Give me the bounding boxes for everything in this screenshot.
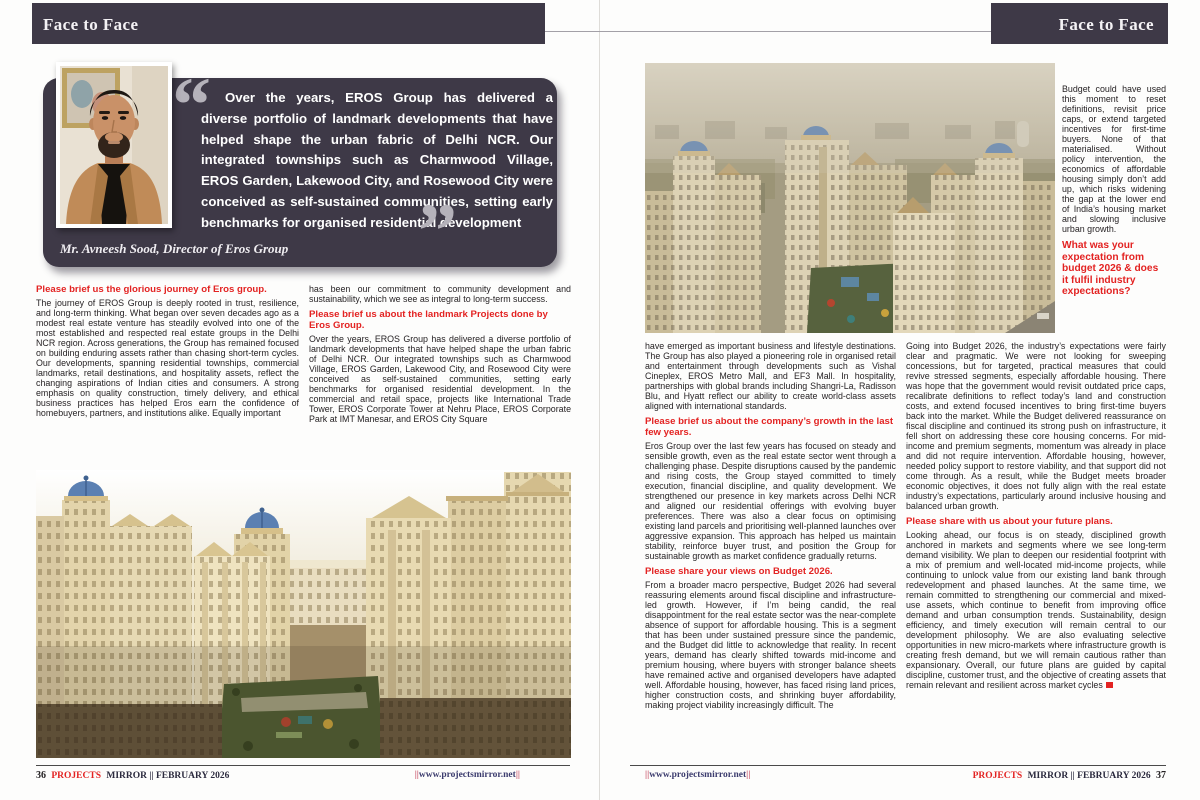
answer-paragraph [906,530,1166,690]
page-number: 37 [1156,770,1166,781]
question-heading: Please share with us about your future plans. [906,516,1113,527]
aerial-cityscape-photo [645,63,1055,333]
section-header-right: Face to Face [991,3,1168,44]
answer-paragraph: has been our commitment to community development and sustainability, which we see as integral to long-term success. [309,284,571,304]
magazine-brand-red: PROJECTS [51,771,101,781]
footer-rule-left [36,765,570,766]
url-pipes: || [746,770,751,780]
question-heading: Please brief us about the landmark Projects done by Eros Group. [309,309,548,331]
answer-paragraph: Eros Group over the last few years has focused on steady and sensible growth, even as the real estate sector went through a challenging phase. Despite disruptions caused by the pandemic and rising costs, the Group stayed committed to timely execution, financial discipline, and quality development. We strengthened our presence in key markets across Delhi NCR and aligned our residential offerings with evolving buyer preferences. There was also a clear focus on optimising existing land parcels and prioritising well-planned launches over aggressive expansion. This approach has helped us maintain stability, reinforce buyer trust, and position the Group for sustainable growth as market confidence gradually returns. [645,441,896,561]
magazine-brand-red: PROJECTS [972,771,1023,781]
url-pipes: || [645,770,650,780]
question-heading: Please brief us about the company’s growth in the last few years. [645,416,894,438]
page-number: 36 [36,770,46,781]
left-page-column-2 [309,284,571,468]
page-spine-divider [599,0,600,800]
answer-paragraph: Budget could have used this moment to reset definitions, revisit price caps, or extend targeted incentives for first-time buyers. None of that materialised. Without policy intervention, the economics of affordable housing simply don’t add up, which risks widening the gap at the lower end of India’s housing market and slowing inclusive urban growth. [1062,84,1166,234]
answer-paragraph: Going into Budget 2026, the industry’s expectations were fairly clear and pragmatic. We were not looking for sweeping concessions, but for targeted, practical measures that could revive stressed segments, especially affordable housing. There was hope that the government would revisit outdated price caps, recalibrate definitions to reflect today’s land and construction costs, and extend focused incentives to bring first-time buyers back into the market. While the Budget delivered reassurance on fiscal discipline and continued its strong push on infrastructure, it fell short on addressing these core housing concerns. For mid-income and premium segments, momentum was already in place and did not require intervention. Affordable housing, however, needed policy support to restore viability, and that support did not come through. As a result, while the Budget meets broader economic objectives, it does not fully align with the real estate industry’s expectations, particularly around inclusive housing and balanced urban growth. [906,341,1166,511]
footer-left-url [36,770,520,780]
article-end-icon [1106,682,1113,688]
township-photo [36,470,571,758]
portrait-illustration [60,66,168,224]
magazine-brand-rest: MIRROR || FEBRUARY 2026 [1027,771,1151,781]
magazine-url: www.projectsmirror.net [418,770,516,780]
aerial-cityscape-illustration [645,63,1055,333]
close-quote-icon: ” [418,187,457,274]
left-page-column-1 [36,284,299,468]
answer-paragraph: have emerged as important business and lifestyle destinations. The Group has also played a pioneering role in organised retail and entertainment through developments such as Vishal Cineplex, EROS Metro Mall, and EF3 Mall. In hospitality, partnerships with global brands including Shangri-La, Radisson Blu, and Hyatt reflect our ability to create world-class assets aligned with international standards. [645,341,896,411]
question-heading: Please brief us the glorious journey of Eros group. [36,284,267,295]
section-header-left: Face to Face [32,3,545,44]
question-heading: What was your expectation from budget 2026 & does it fulfil industry expectations? [1062,240,1159,298]
answer-text: Looking ahead, our focus is on steady, disciplined growth anchored in markets and segments where we see long-term demand visibility. We plan to deepen our residential footprint with a mix of premium and well-located mid-income projects, while continuing to unlock value from our existing land bank through redevelopment and phased launches. At the same time, we remain committed to strengthening our commercial and mixed-use assets, which continue to benefit from improving office demand and urban consumption trends. Sustainability, design efficiency, and timely execution will remain central to our development philosophy. We are also evaluating selective opportunities in new micro-markets where infrastructure growth is creating fresh demand, but we will remain cautious rather than expansionary. Overall, our future plans are guided by capital discipline, customer trust, and the objective of creating assets that remain relevant and resilient across market cycles [906,530,1166,690]
township-illustration [36,470,571,758]
open-quote-icon: “ [172,61,211,148]
right-page-sidebar-column [1062,84,1166,340]
portrait-photo [56,62,172,228]
magazine-brand-rest: MIRROR || FEBRUARY 2026 [106,771,230,781]
quote-attribution: Mr. Avneesh Sood, Director of Eros Group [60,241,289,256]
header-rule [545,31,992,32]
url-pipes: || [515,770,520,780]
magazine-url: www.projectsmirror.net [649,770,747,780]
footer-rule-right [630,765,1166,766]
answer-paragraph: From a broader macro perspective, Budget 2026 had several reassuring elements around fiscal discipline and infrastructure-led growth. However, if I’m being candid, the real disappointment for the real estate sector was the near-complete absence of support for affordable housing. This is a segment that has been under sustained pressure since the pandemic, and the Budget did little to acknowledge that reality. In recent years, demand has clearly shifted towards mid-income and premium housing, where buyers with stronger balance sheets have remained active and organised developers have adapted well. Affordable housing, however, has faced rising land prices, higher construction costs, and shrinking buyer affordability, making project viability increasingly difficult. The [645,580,896,710]
pull-quote-text: Over the years, EROS Group has delivered a diverse portfolio of landmark developments that have helped shape the urban fabric of Delhi NCR. Our integrated townships such as Charmwood Village, EROS Garden, Lakewood City, and Rosewood City were conceived as self-sustained communities, setting early benchmarks for organised residential development [201,90,553,230]
answer-paragraph: Over the years, EROS Group has delivered a diverse portfolio of landmark developments that have helped shape the urban fabric of Delhi NCR. Our integrated townships such as Charmwood Village, EROS Garden, Lakewood City, and Rosewood City were conceived as self-sustained communities, setting early benchmarks for organised residential development. In the commercial and retail space, projects like International Trade Tower, EROS Corporate Tower at Nehru Place, EROS Corporate Park at IMT Manesar, and EROS City Square [309,334,571,424]
right-page-column-1 [645,341,896,763]
url-pipes: || [414,770,419,780]
right-page-column-2 [906,341,1166,763]
answer-paragraph: The journey of EROS Group is deeply rooted in trust, resilience, and long-term thinking. What began over seven decades ago as a modest real estate venture has steadily evolved into one of the most established and respected real estate groups in the Delhi NCR region. Across generations, the Group has remained focused on building enduring assets rather than chasing short-term cycles. Our developments, spanning residential townships, commercial landmarks, retail destinations, and hospitality assets, reflect the changing aspirations of Indian cities and consumers. A strong emphasis on quality construction, timely delivery, and ethical business practices has helped Eros earn the confidence of homebuyers, partners, and institutions alike. Equally important [36,298,299,418]
footer-right-brand [700,770,1166,781]
question-heading: Please share your views on Budget 2026. [645,566,833,577]
